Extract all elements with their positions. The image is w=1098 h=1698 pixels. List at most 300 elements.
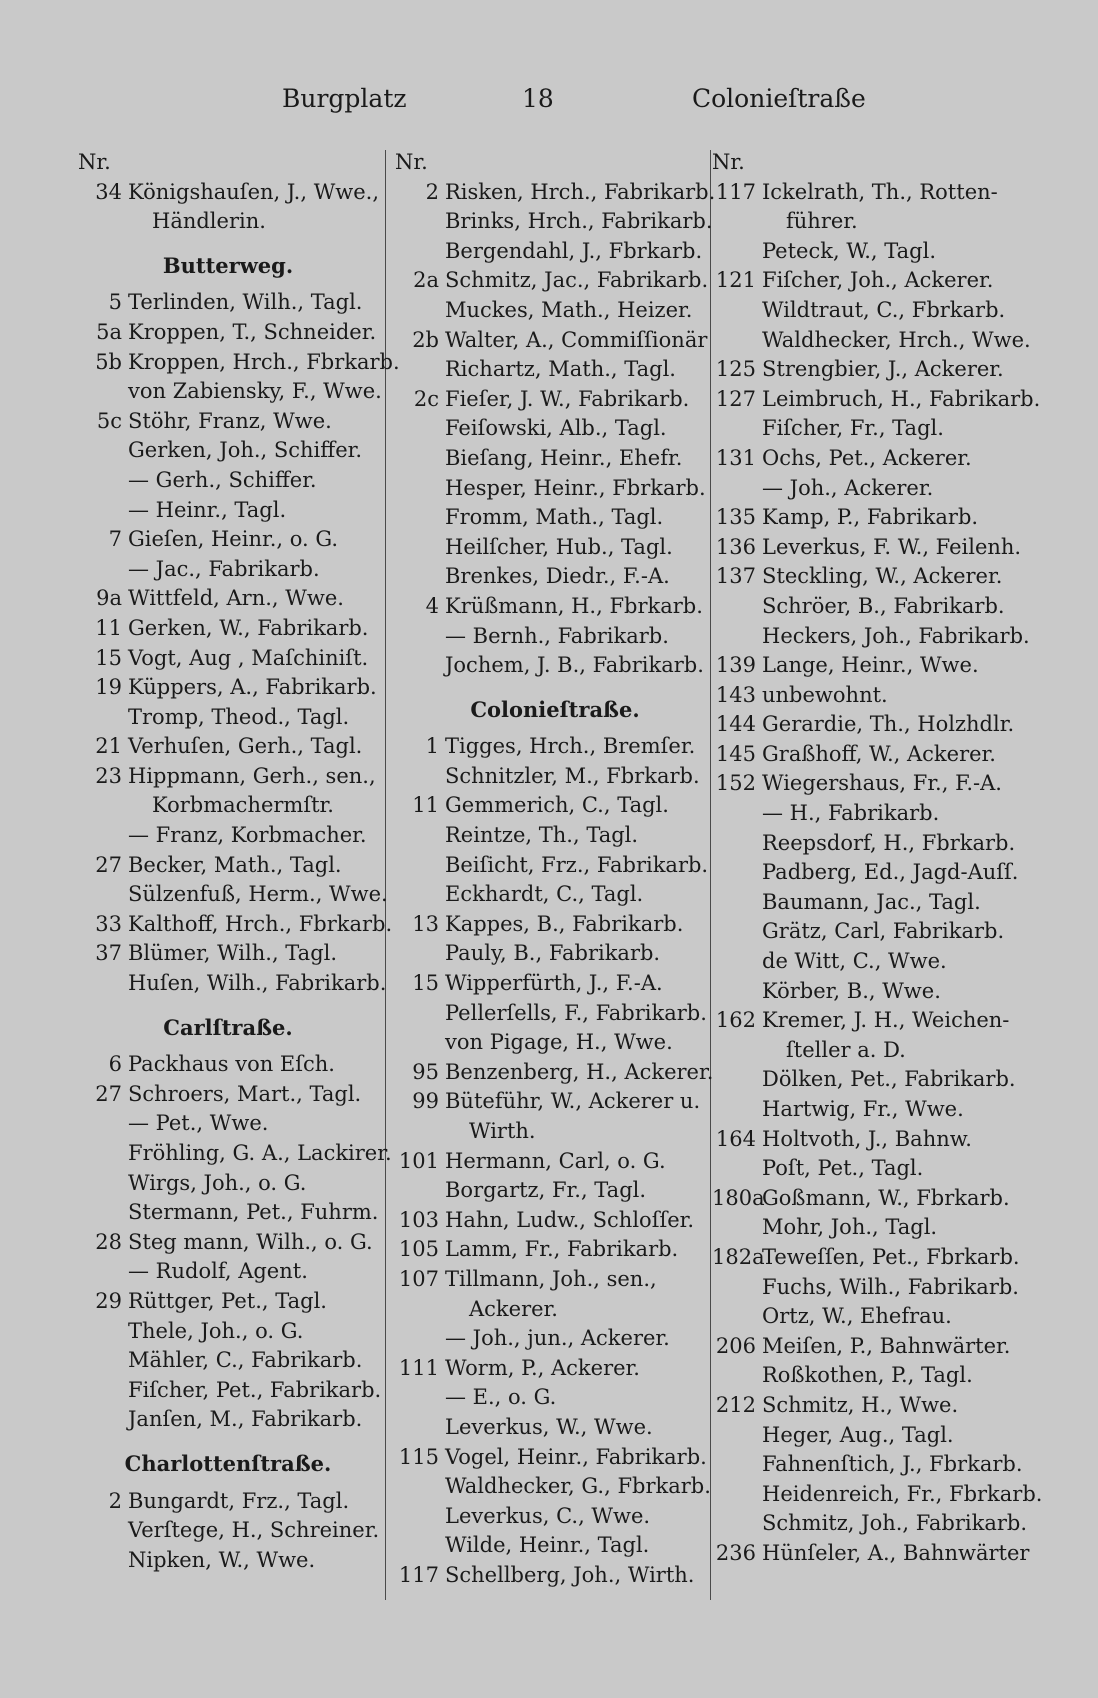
house-number xyxy=(78,1376,128,1406)
directory-entry xyxy=(395,444,715,474)
house-number: 2b xyxy=(412,327,439,352)
column-1 xyxy=(78,148,400,1575)
resident-text: Ochs, Pet., Ackerer. xyxy=(762,445,972,470)
resident-text: Borgartz, Fr., Tagl. xyxy=(445,1178,647,1203)
house-number xyxy=(395,880,445,910)
house-number xyxy=(78,969,128,999)
house-number: 125 xyxy=(715,357,756,382)
directory-entry xyxy=(395,969,715,999)
directory-entry xyxy=(78,910,393,940)
resident-text: Verhuſen, Gerh., Tagl. xyxy=(128,734,363,759)
house-number: 13 xyxy=(412,911,439,936)
resident-text: Dölken, Pet., Fabrikarb. xyxy=(762,1067,1016,1092)
resident-text: Peteck, W., Tagl. xyxy=(762,238,936,263)
house-number xyxy=(712,592,762,622)
directory-entry xyxy=(712,474,1042,504)
house-number xyxy=(395,237,445,267)
house-number: 15 xyxy=(412,971,439,996)
house-number xyxy=(395,1117,445,1147)
resident-text: Feiſowski, Alb., Tagl. xyxy=(445,416,667,441)
directory-entry xyxy=(712,266,1042,296)
resident-text: Graßhoff, W., Ackerer. xyxy=(762,741,996,766)
directory-entry xyxy=(395,1147,715,1177)
resident-text: Baumann, Jac., Tagl. xyxy=(762,889,981,914)
house-number xyxy=(712,829,762,859)
resident-text: — Jac., Fabrikarb. xyxy=(128,556,320,581)
directory-entry xyxy=(395,178,715,208)
house-number: 111 xyxy=(398,1355,439,1380)
house-number xyxy=(395,1324,445,1354)
house-number: 139 xyxy=(715,653,756,678)
resident-text: Wipperfürth, J., F.-A. xyxy=(445,971,663,996)
directory-entry xyxy=(78,969,387,999)
house-number xyxy=(395,1531,445,1561)
resident-text: Reepsdorf, H., Fbrkarb. xyxy=(762,830,1016,855)
directory-entry xyxy=(712,888,1042,918)
directory-entry xyxy=(712,1213,1042,1243)
resident-text: Terlinden, Wilh., Tagl. xyxy=(128,290,363,315)
resident-text: Strengbier, J., Ackerer. xyxy=(762,357,1004,382)
house-number xyxy=(395,1383,445,1413)
house-number xyxy=(712,474,762,504)
house-number xyxy=(78,1169,128,1199)
directory-entry xyxy=(712,503,1042,533)
resident-text: Königshauſen, J., Wwe., xyxy=(128,179,380,204)
directory-entry xyxy=(395,1354,715,1384)
directory-entry xyxy=(712,710,1042,740)
resident-text: — Joh., Ackerer. xyxy=(762,475,934,500)
house-number xyxy=(395,821,445,851)
resident-text: Kappes, B., Fabrikarb. xyxy=(445,911,684,936)
resident-text: Fiſcher, Joh., Ackerer. xyxy=(762,268,994,293)
directory-entry xyxy=(78,377,382,407)
house-number xyxy=(78,1516,128,1546)
house-number: 7 xyxy=(108,527,122,552)
directory-entry xyxy=(78,1109,378,1139)
house-number xyxy=(395,1502,445,1532)
resident-text: Kroppen, T., Schneider. xyxy=(128,319,377,344)
house-number: 117 xyxy=(398,1562,439,1587)
directory-entry xyxy=(712,858,1042,888)
house-number xyxy=(78,1405,128,1435)
directory-entry xyxy=(78,1405,378,1435)
directory-entry xyxy=(712,622,1042,652)
resident-text: ſteller a. D. xyxy=(786,1037,906,1062)
resident-text: Risken, Hrch., Fabrikarb. xyxy=(445,179,716,204)
house-number xyxy=(78,436,128,466)
directory-entry xyxy=(712,1539,1042,1569)
house-number xyxy=(712,799,762,829)
resident-text: Schmitz, Jac., Fabrikarb. xyxy=(445,268,709,293)
directory-entry xyxy=(395,237,715,267)
directory-entry xyxy=(712,1480,1042,1510)
directory-entry xyxy=(78,1169,378,1199)
directory-entry xyxy=(395,939,715,969)
directory-entry xyxy=(395,266,715,296)
resident-text: Hippmann, Gerh., sen., xyxy=(128,763,376,788)
directory-entry xyxy=(712,1243,1042,1273)
house-number: 34 xyxy=(95,179,122,204)
resident-text: Fuchs, Wilh., Fabrikarb. xyxy=(762,1274,1019,1299)
directory-entry xyxy=(78,851,378,881)
page-header xyxy=(0,84,1098,120)
resident-text: Padberg, Ed., Jagd-Auſſ. xyxy=(762,860,1019,885)
resident-text: Becker, Math., Tagl. xyxy=(128,852,342,877)
resident-text: Fieſer, J. W., Fabrikarb. xyxy=(445,386,690,411)
house-number xyxy=(395,207,445,237)
resident-text: Verſtege, H., Schreiner. xyxy=(128,1518,380,1543)
house-number: 11 xyxy=(95,615,122,640)
resident-text: Fröhling, G. A., Lackirer. xyxy=(128,1141,392,1165)
house-number xyxy=(78,1346,128,1376)
directory-entry xyxy=(395,1502,715,1532)
house-number: 136 xyxy=(715,534,756,559)
house-number xyxy=(78,555,128,585)
house-number: 2c xyxy=(413,386,439,411)
house-number: 28 xyxy=(95,1229,122,1254)
resident-text: von Pigage, H., Wwe. xyxy=(445,1030,673,1055)
house-number xyxy=(78,377,128,407)
house-number: 5a xyxy=(96,319,122,344)
resident-text: Gerken, Joh., Schiffer. xyxy=(128,438,363,463)
house-number: 103 xyxy=(398,1207,439,1232)
directory-entry xyxy=(395,1087,715,1117)
resident-text: von Zabiensky, F., Wwe. xyxy=(128,379,382,404)
house-number: 29 xyxy=(95,1288,122,1313)
column-number-heading: Nr. xyxy=(78,150,111,174)
house-number xyxy=(712,237,762,267)
directory-entry xyxy=(395,1058,715,1088)
resident-text: Hartwig, Fr., Wwe. xyxy=(762,1097,964,1121)
directory-entry xyxy=(395,1028,715,1058)
house-number xyxy=(395,533,445,563)
house-number xyxy=(395,939,445,969)
resident-text: — Joh., jun., Ackerer. xyxy=(445,1326,670,1351)
directory-entry xyxy=(395,474,715,504)
entry-continuation xyxy=(78,207,378,237)
directory-entry xyxy=(712,1095,1042,1125)
resident-text: Fiſcher, Pet., Fabrikarb. xyxy=(128,1377,382,1402)
house-number xyxy=(712,917,762,947)
directory-entry xyxy=(78,318,378,348)
directory-entry xyxy=(395,732,715,762)
directory-entry xyxy=(395,880,715,910)
resident-text: Mähler, C., Fabrikarb. xyxy=(128,1348,363,1373)
house-number: 144 xyxy=(715,712,756,737)
house-number xyxy=(712,1213,762,1243)
directory-entry xyxy=(712,1421,1042,1451)
house-number: 143 xyxy=(715,682,756,707)
street-heading: Carlſtraße. xyxy=(163,1014,293,1040)
resident-text: Leverkus, C., Wwe. xyxy=(445,1503,651,1528)
house-number xyxy=(712,1302,762,1332)
directory-entry xyxy=(78,614,378,644)
house-number: 23 xyxy=(95,763,122,788)
house-number xyxy=(78,1109,128,1139)
house-number xyxy=(712,977,762,1007)
resident-text: Hünſeler, A., Bahnwärter xyxy=(762,1540,1030,1565)
house-number: 115 xyxy=(398,1444,439,1469)
house-number: 2a xyxy=(413,268,439,293)
resident-text: Richartz, Math., Tagl. xyxy=(445,357,676,382)
directory-entry xyxy=(78,939,378,969)
resident-text: Hesper, Heinr., Fbrkarb. xyxy=(445,475,706,500)
directory-entry xyxy=(712,1273,1042,1303)
resident-text: Grätz, Carl, Fabrikarb. xyxy=(762,919,1005,944)
resident-text: Heidenreich, Fr., Fbrkarb. xyxy=(762,1481,1043,1506)
resident-text: Packhaus von Eſch. xyxy=(128,1052,335,1077)
directory-entry xyxy=(712,1450,1042,1480)
resident-text: Wittfeld, Arn., Wwe. xyxy=(128,586,344,611)
directory-entry xyxy=(395,910,715,940)
directory-entry xyxy=(78,732,378,762)
directory-entry xyxy=(712,414,1042,444)
entry-continuation xyxy=(712,1036,1042,1066)
resident-text: Thele, Joh., o. G. xyxy=(128,1318,304,1343)
house-number xyxy=(712,1421,762,1451)
running-head-left: Burgplatz xyxy=(282,84,407,113)
house-number xyxy=(395,651,445,681)
directory-entry xyxy=(78,1198,378,1228)
directory-entry xyxy=(395,1413,715,1443)
directory-entry xyxy=(78,821,378,851)
resident-text: Benzenberg, H., Ackerer. xyxy=(445,1059,714,1084)
resident-text: Lange, Heinr., Wwe. xyxy=(762,653,979,678)
house-number: 131 xyxy=(715,445,756,470)
directory-entry xyxy=(395,1472,715,1502)
directory-entry xyxy=(712,1361,1042,1391)
directory-entry xyxy=(395,562,715,592)
house-number: 135 xyxy=(715,505,756,530)
house-number: 99 xyxy=(412,1089,439,1114)
house-number xyxy=(395,1413,445,1443)
directory-entry xyxy=(712,1509,1042,1539)
resident-text: führer. xyxy=(786,209,858,234)
resident-text: Waldhecker, Hrch., Wwe. xyxy=(762,327,1031,352)
house-number: 121 xyxy=(715,268,756,293)
resident-text: Beiſicht, Frz., Fabrikarb. xyxy=(445,852,709,877)
house-number xyxy=(395,851,445,881)
resident-text: Körber, B., Wwe. xyxy=(762,978,941,1003)
house-number: 95 xyxy=(412,1059,439,1084)
column-2 xyxy=(395,148,715,1591)
directory-entry xyxy=(78,1346,378,1376)
directory-entry xyxy=(712,385,1042,415)
house-number xyxy=(712,622,762,652)
directory-entry xyxy=(395,385,715,415)
resident-text: Schnitzler, M., Fbrkarb. xyxy=(445,763,700,788)
directory-entry xyxy=(395,791,715,821)
house-number xyxy=(395,355,445,385)
directory-entry xyxy=(712,681,1042,711)
house-number xyxy=(712,1036,762,1066)
directory-entry xyxy=(395,851,715,881)
house-number xyxy=(78,466,128,496)
house-number: 21 xyxy=(95,734,122,759)
directory-entry xyxy=(78,880,388,910)
directory-entry xyxy=(78,436,378,466)
directory-entry xyxy=(78,555,378,585)
directory-entry xyxy=(395,821,715,851)
resident-text: Hermann, Carl, o. G. xyxy=(445,1148,666,1173)
house-number xyxy=(712,1095,762,1125)
house-number xyxy=(712,1480,762,1510)
house-number xyxy=(712,1509,762,1539)
directory-entry xyxy=(78,1516,378,1546)
directory-entry xyxy=(712,592,1042,622)
house-number xyxy=(712,207,762,237)
house-number xyxy=(78,496,128,526)
directory-entry xyxy=(395,1383,715,1413)
house-number: 152 xyxy=(715,771,756,796)
house-number xyxy=(395,474,445,504)
house-number xyxy=(712,1361,762,1391)
resident-text: de Witt, C., Wwe. xyxy=(762,949,947,974)
resident-text: — H., Fabrikarb. xyxy=(762,801,940,826)
entry-continuation xyxy=(395,1117,715,1147)
directory-entry xyxy=(712,769,1042,799)
house-number: 236 xyxy=(715,1540,756,1565)
resident-text: Stermann, Pet., Fuhrm. xyxy=(128,1200,379,1225)
directory-entry xyxy=(712,1391,1042,1421)
resident-text: Wiegershaus, Fr., F.-A. xyxy=(762,771,1002,796)
resident-text: Vogt, Aug , Maſchiniſt. xyxy=(128,645,369,670)
resident-text: Fahnenſtich, J., Fbrkarb. xyxy=(762,1452,1023,1477)
resident-text: Rüttger, Pet., Tagl. xyxy=(128,1288,327,1313)
directory-entry xyxy=(712,1154,1042,1184)
directory-entry xyxy=(395,503,715,533)
house-number: 11 xyxy=(412,793,439,818)
house-number: 27 xyxy=(95,1081,122,1106)
resident-text: Lamm, Fr., Fabrikarb. xyxy=(445,1237,679,1262)
resident-text: Ackerer. xyxy=(469,1296,558,1321)
directory-entry xyxy=(712,740,1042,770)
directory-entry xyxy=(78,466,378,496)
resident-text: Wilde, Heinr., Tagl. xyxy=(445,1533,650,1558)
house-number: 212 xyxy=(715,1392,756,1417)
directory-entry xyxy=(712,533,1042,563)
resident-text: Steckling, W., Ackerer. xyxy=(762,564,1003,589)
directory-entry xyxy=(78,1546,378,1576)
resident-text: Walter, A., Commiſſionär xyxy=(445,327,708,352)
resident-text: — Bernh., Fabrikarb. xyxy=(445,623,669,648)
house-number xyxy=(395,1028,445,1058)
resident-text: Muckes, Math., Heizer. xyxy=(445,297,693,322)
resident-text: Pellerſells, F., Fabrikarb. xyxy=(445,1000,707,1025)
directory-entry xyxy=(395,1531,715,1561)
house-number: 182a xyxy=(712,1244,765,1269)
house-number: 164 xyxy=(715,1126,756,1151)
resident-text: Kamp, P., Fabrikarb. xyxy=(762,505,979,530)
resident-text: Kalthoff, Hrch., Fbrkarb. xyxy=(128,911,393,936)
street-heading: Butterweg. xyxy=(162,252,294,278)
page-number: 18 xyxy=(522,84,554,113)
resident-text: Heilſcher, Hub., Tagl. xyxy=(445,534,673,559)
resident-text: Bieſang, Heinr., Ehefr. xyxy=(445,445,683,470)
resident-text: Händlerin. xyxy=(152,209,266,234)
house-number xyxy=(712,947,762,977)
resident-text: Reintze, Th., Tagl. xyxy=(445,823,639,848)
resident-text: Leverkus, W., Wwe. xyxy=(445,1414,653,1439)
house-number xyxy=(395,503,445,533)
directory-entry xyxy=(395,651,715,681)
entry-continuation xyxy=(78,791,378,821)
resident-text: Tillmann, Joh., sen., xyxy=(445,1266,657,1291)
directory-entry xyxy=(712,651,1042,681)
resident-text: Schellberg, Joh., Wirth. xyxy=(445,1562,695,1587)
resident-text: Schmitz, H., Wwe. xyxy=(762,1392,959,1417)
house-number xyxy=(78,880,128,910)
house-number xyxy=(78,821,128,851)
house-number xyxy=(78,1198,128,1228)
directory-entry xyxy=(712,977,1042,1007)
resident-text: Leimbruch, H., Fabrikarb. xyxy=(762,386,1041,411)
resident-text: Nipken, W., Wwe. xyxy=(128,1547,316,1572)
directory-entry xyxy=(78,1317,378,1347)
column-number-heading: Nr. xyxy=(712,150,745,174)
directory-entry xyxy=(78,1050,378,1080)
directory-entry xyxy=(712,1006,1042,1036)
resident-text: Gerken, W., Fabrikarb. xyxy=(128,615,369,640)
house-number xyxy=(712,888,762,918)
resident-text: Tigges, Hrch., Bremſer. xyxy=(445,734,696,759)
house-number xyxy=(712,1273,762,1303)
house-number: 145 xyxy=(715,741,756,766)
directory-entry xyxy=(712,444,1042,474)
entry-continuation xyxy=(395,1295,715,1325)
resident-text: Tromp, Theod., Tagl. xyxy=(128,704,350,729)
house-number xyxy=(712,858,762,888)
house-number: 5 xyxy=(108,290,122,315)
directory-entry xyxy=(78,1080,378,1110)
resident-text: Schröer, B., Fabrikarb. xyxy=(762,593,1005,618)
house-number xyxy=(712,1450,762,1480)
house-number xyxy=(712,296,762,326)
resident-text: Sülzenfuß, Herm., Wwe. xyxy=(128,882,388,907)
resident-text: — Franz, Korbmacher. xyxy=(128,823,367,848)
house-number: 101 xyxy=(398,1148,439,1173)
resident-text: Bungardt, Frz., Tagl. xyxy=(128,1488,350,1513)
column-number-heading: Nr. xyxy=(395,150,428,174)
house-number xyxy=(712,326,762,356)
resident-text: Blümer, Wilh., Tagl. xyxy=(128,941,338,966)
house-number xyxy=(395,1472,445,1502)
resident-text: Teweſſen, Pet., Fbrkarb. xyxy=(762,1244,1020,1269)
resident-text: Wildtraut, C., Fbrkarb. xyxy=(762,297,1006,322)
resident-text: Gemmerich, C., Tagl. xyxy=(445,793,669,818)
house-number xyxy=(78,703,128,733)
directory-entry xyxy=(395,207,715,237)
resident-text: Küppers, A., Fabrikarb. xyxy=(128,675,377,700)
resident-text: Poſt, Pet., Tagl. xyxy=(762,1156,924,1181)
directory-entry xyxy=(78,1228,378,1258)
directory-entry xyxy=(395,533,715,563)
resident-text: Worm, P., Ackerer. xyxy=(445,1355,640,1380)
directory-entry xyxy=(395,592,715,622)
resident-text: Gieſen, Heinr., o. G. xyxy=(128,527,339,552)
directory-entry xyxy=(78,1376,382,1406)
house-number xyxy=(712,1065,762,1095)
house-number xyxy=(78,791,128,821)
directory-entry xyxy=(78,288,378,318)
directory-entry xyxy=(395,622,715,652)
house-number: 206 xyxy=(715,1333,756,1358)
resident-text: Leverkus, F. W., Feilenh. xyxy=(762,534,1022,559)
resident-text: Pauly, B., Fabrikarb. xyxy=(445,941,661,966)
house-number: 162 xyxy=(715,1008,756,1033)
directory-entry xyxy=(712,326,1042,356)
directory-entry xyxy=(395,1561,715,1591)
